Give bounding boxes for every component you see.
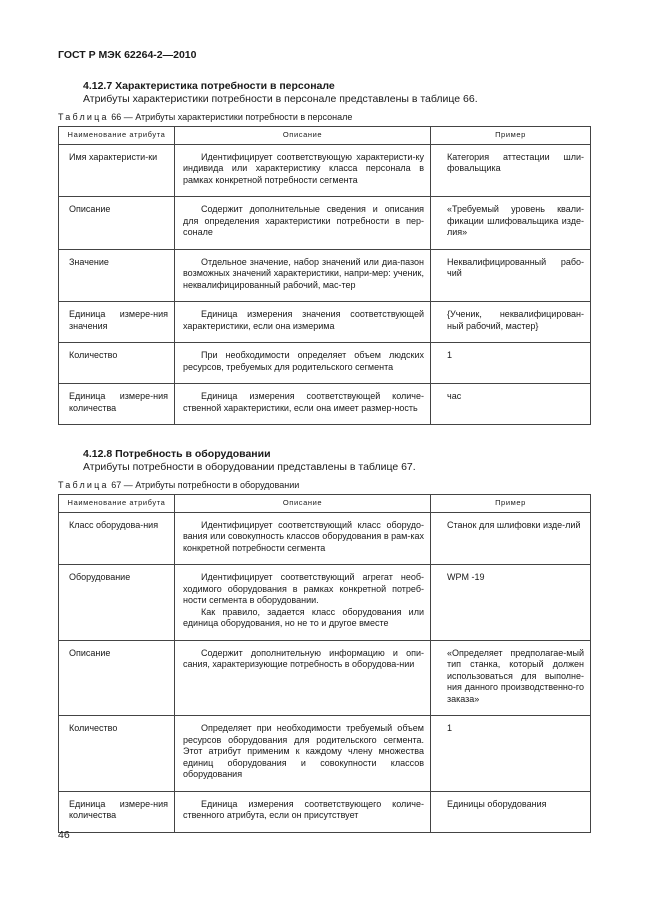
attribute-example: Станок для шлифовки изде-лий: [431, 512, 591, 565]
table-row: [59, 512, 591, 565]
attribute-description: Содержит дополнительные сведения и описания для определения характеристики потребности в пер-сонале: [175, 197, 431, 250]
column-header-description: Описание: [175, 127, 431, 145]
attribute-example: Категория аттестации шли-фовальщика: [431, 144, 591, 197]
table-row: [59, 565, 591, 641]
table-row: [59, 249, 591, 302]
attribute-description: При необходимости определяет объем людских ресурсов, требуемых для родительского сегмента: [175, 343, 431, 384]
attribute-name: Оборудование: [59, 565, 175, 641]
attribute-description: Единица измерения соответствующего количе-ственного атрибута, если он присутствует: [175, 791, 431, 832]
attribute-example: «Требуемый уровень квали-фикации шлифовальщика изде-лия»: [431, 197, 591, 250]
table-caption-prefix: Таблица: [58, 480, 109, 490]
attribute-name: Класс оборудова-ния: [59, 512, 175, 565]
table-row: [59, 791, 591, 832]
attribute-name: Имя характеристи-ки: [59, 144, 175, 197]
attribute-description: Отдельное значение, набор значений или диа-пазон возможных значений характеристики, напри-мер: ученик, неквалифицированный рабочий, мас-тер: [175, 249, 431, 302]
attribute-example: 1: [431, 716, 591, 792]
attribute-example: час: [431, 384, 591, 425]
attribute-description: Идентифицирует соответствующую характеристи-ку индивида или характеристику класса персонала в рамках конкретной потребности сегмента: [175, 144, 431, 197]
section-intro: Атрибуты характеристики потребности в персонале представлены в таблице 66.: [83, 93, 478, 105]
attribute-name: Единица измере-ния количества: [59, 384, 175, 425]
table-row: [59, 640, 591, 716]
description-paragraph: Идентифицирует соответствующий агрегат необ-ходимого оборудования в рамках конкретной потреб-ности сегмента в оборудовании.: [183, 572, 424, 605]
table-row: [59, 302, 591, 343]
column-header-example: Пример: [431, 495, 591, 513]
section-intro: Атрибуты потребности в оборудовании представлены в таблице 67.: [83, 461, 416, 473]
table-caption-text: 67 — Атрибуты потребности в оборудовании: [111, 480, 300, 490]
page-number: 46: [58, 829, 70, 841]
attribute-description: Идентифицирует соответствующий класс оборудо-вания или совокупность классов оборудования в рам-ках конкретной потребности сегмента: [175, 512, 431, 565]
attribute-example: WPM -19: [431, 565, 591, 641]
attribute-description: [175, 565, 431, 641]
attribute-name: Описание: [59, 640, 175, 716]
attribute-name: Значение: [59, 249, 175, 302]
column-header-name: Наименование атрибута: [59, 495, 175, 513]
attribute-example: Неквалифицированный рабо-чий: [431, 249, 591, 302]
attribute-description: Определяет при необходимости требуемый объем ресурсов оборудования для родительского сегмента. Этот атрибут применим к каждому члену множества единиц оборудования и совокупности классов оборудования: [175, 716, 431, 792]
column-header-description: Описание: [175, 495, 431, 513]
section-4-12-8: [58, 448, 590, 833]
attribute-example: 1: [431, 343, 591, 384]
column-header-example: Пример: [431, 127, 591, 145]
table-row: [59, 384, 591, 425]
attribute-description: Единица измерения соответствующей количе-ственной характеристики, если она имеет размер-ность: [175, 384, 431, 425]
section-4-12-7: [58, 80, 590, 425]
attributes-table-67: [58, 494, 591, 833]
description-paragraph: Как правило, задается класс оборудования или единица оборудования, но не то и другое вместе: [183, 606, 424, 628]
table-caption: [58, 479, 590, 491]
table-caption-prefix: Таблица: [58, 112, 109, 122]
attribute-example: «Определяет предполагае-мый тип станка, который должен использоваться для выполне-ния данного производственно-го заказа»: [431, 640, 591, 716]
attribute-example: {Ученик, неквалифицирован-ный рабочий, мастер}: [431, 302, 591, 343]
table-row: [59, 343, 591, 384]
attribute-description: Содержит дополнительную информацию и опи-сания, характеризующие потребность в оборудова-нии: [175, 640, 431, 716]
table-caption: [58, 111, 590, 123]
table-header-row: [59, 495, 591, 513]
column-header-name: Наименование атрибута: [59, 127, 175, 145]
table-row: [59, 144, 591, 197]
table-row: [59, 197, 591, 250]
attribute-name: Описание: [59, 197, 175, 250]
attribute-name: Единица измере-ния количества: [59, 791, 175, 832]
attribute-name: Единица измере-ния значения: [59, 302, 175, 343]
table-caption-text: 66 — Атрибуты характеристики потребности в персонале: [111, 112, 353, 122]
table-header-row: [59, 127, 591, 145]
attribute-description: Единица измерения значения соответствующей характеристики, если она измерима: [175, 302, 431, 343]
attributes-table-66: [58, 126, 591, 425]
document-header: ГОСТ Р МЭК 62264-2—2010: [58, 49, 197, 61]
section-title: 4.12.8 Потребность в оборудовании: [83, 448, 271, 460]
attribute-example: Единицы оборудования: [431, 791, 591, 832]
table-row: [59, 716, 591, 792]
attribute-name: Количество: [59, 716, 175, 792]
section-title: 4.12.7 Характеристика потребности в персонале: [83, 80, 335, 92]
attribute-name: Количество: [59, 343, 175, 384]
